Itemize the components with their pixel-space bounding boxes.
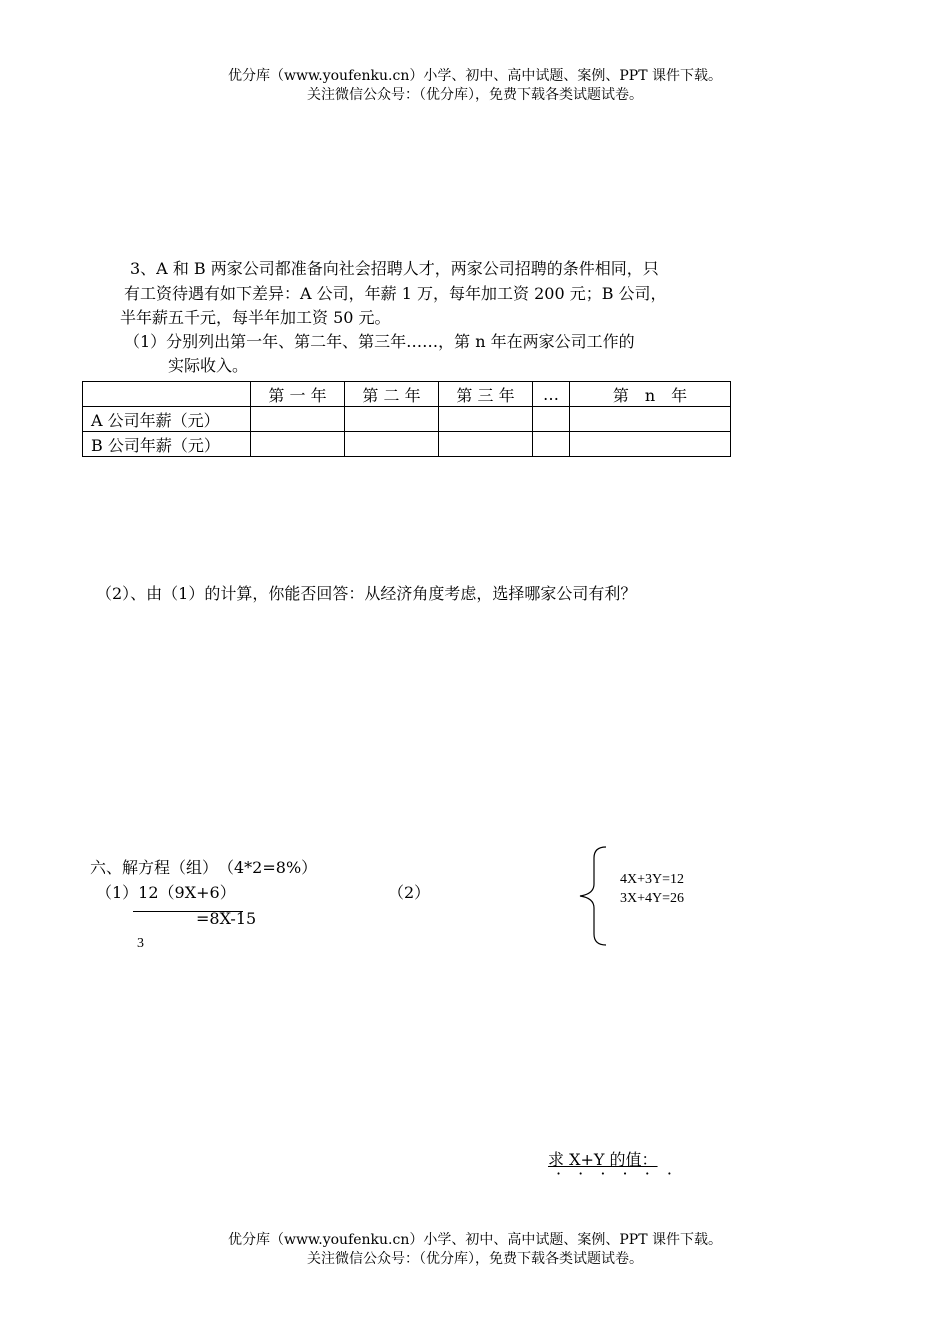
table-header-cell: [83, 382, 251, 407]
table-header-cell: 第 三 年: [439, 382, 533, 407]
table-cell: [345, 432, 439, 457]
section6-title: 六、解方程（组） （4*2=8%）: [90, 858, 318, 877]
footer-line-1: 优分库（www.youfenku.cn）小学、初中、高中试题、案例、PPT 课件下载。: [227, 1232, 722, 1248]
table-header-cell: 第 一 年: [251, 382, 345, 407]
row-label-b: B 公司年薪（元）: [83, 432, 251, 457]
footer-line-2: 关注微信公众号：（优分库），免费下载各类试题试卷。: [307, 1251, 643, 1267]
left-brace-icon: [574, 846, 610, 946]
table-row: [83, 432, 731, 457]
header-line-2: 关注微信公众号：（优分库），免费下载各类试题试卷。: [307, 87, 643, 103]
salary-table: [82, 381, 731, 457]
table-cell: [570, 432, 731, 457]
table-cell: [251, 432, 345, 457]
emphasis-dots: · · · · · ·: [556, 1164, 678, 1183]
table-cell: [533, 407, 570, 432]
q3-part2: （2）、由（1）的计算，你能否回答：从经济角度考虑，选择哪家公司有利？: [96, 584, 637, 603]
table-row: [83, 407, 731, 432]
table-cell: [251, 407, 345, 432]
q3-line-2: 有工资待遇有如下差异：A 公司，年薪 1 万，每年加工资 200 元；B 公司，: [124, 284, 667, 303]
q3-part1-line-2: 实际收入。: [168, 356, 249, 375]
table-cell: [345, 407, 439, 432]
ask-x-plus-y: 求 X+Y 的值：: [548, 1150, 658, 1169]
table-header-cell: …: [533, 382, 570, 407]
problem2-label: （2）: [388, 883, 431, 902]
table-header-row: [83, 382, 731, 407]
system-eq-1: 4X+3Y=12: [620, 872, 685, 887]
q3-line-3: 半年薪五千元，每半年加工资 50 元。: [120, 308, 391, 327]
q3-part1-line-1: （1）分别列出第一年、第二年、第三年……，第 n 年在两家公司工作的: [124, 332, 635, 351]
q3-line-1: 3、A 和 B 两家公司都准备向社会招聘人才，两家公司招聘的条件相同，只: [130, 259, 659, 278]
eq1-numerator: （1）12（9X+6）: [96, 883, 236, 902]
system-eq-2: 3X+4Y=26: [620, 891, 685, 906]
table-cell: [439, 432, 533, 457]
table-cell: [439, 407, 533, 432]
table-cell: [570, 407, 731, 432]
eq1-rhs: =8X-15: [196, 909, 257, 928]
header-line-1: 优分库（www.youfenku.cn）小学、初中、高中试题、案例、PPT 课件下载。: [227, 68, 722, 84]
table-cell: [533, 432, 570, 457]
table-header-cell: 第 n 年: [570, 382, 731, 407]
eq1-denominator: 3: [137, 936, 144, 951]
table-header-cell: 第 二 年: [345, 382, 439, 407]
row-label-a: A 公司年薪（元）: [83, 407, 251, 432]
